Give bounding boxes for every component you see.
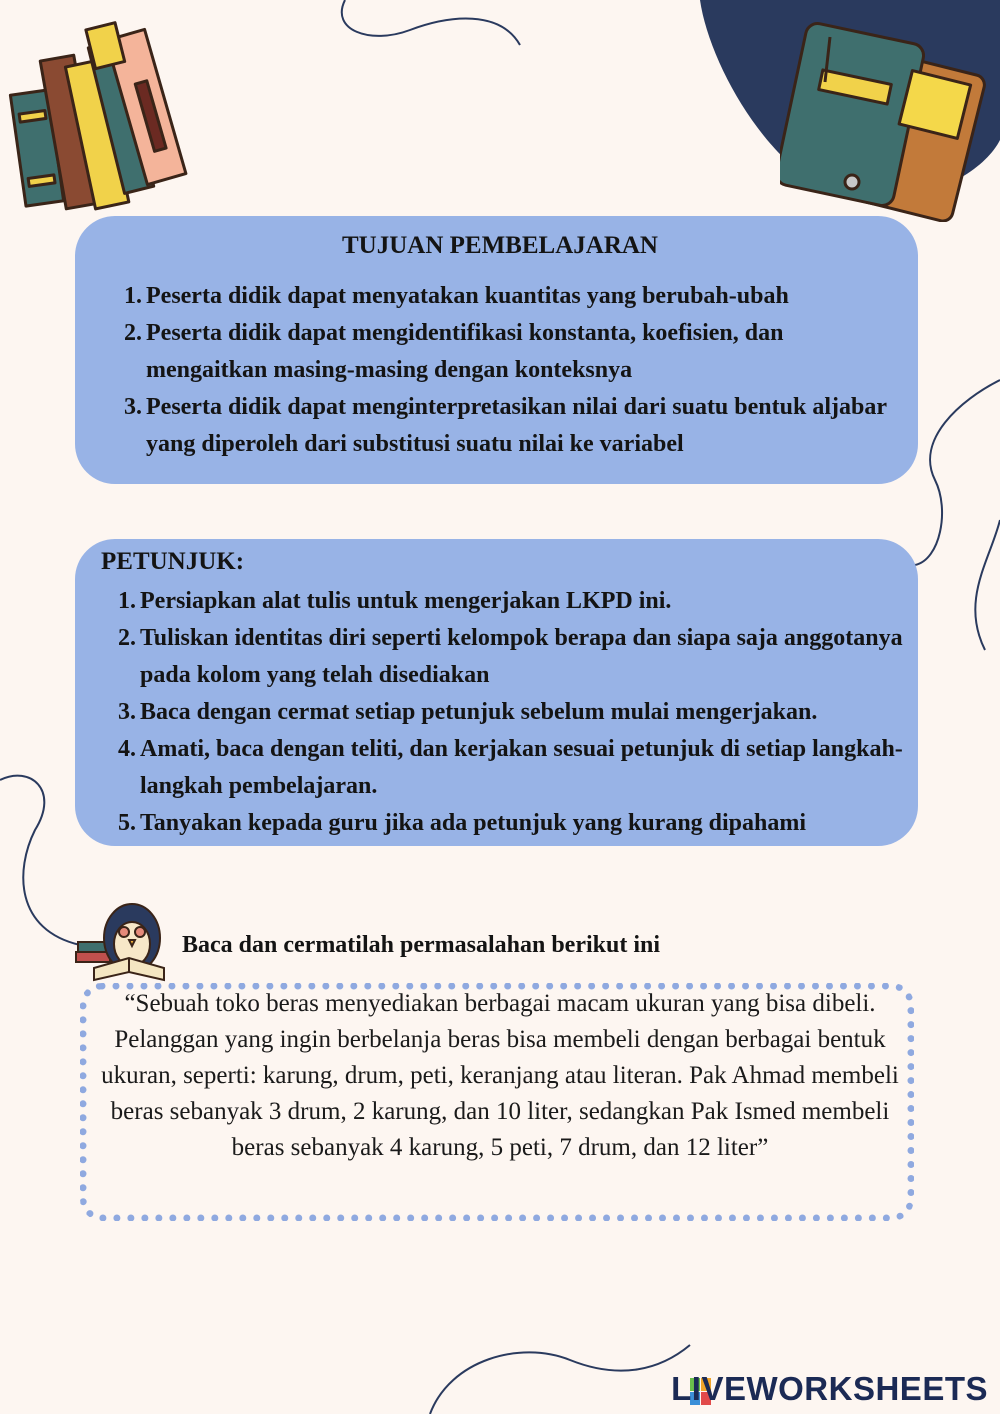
instruction-text: Persiapkan alat tulis untuk mengerjakan LKPD ini.: [140, 588, 672, 614]
goal-number: 2.: [124, 320, 142, 346]
instructions-list: [118, 583, 910, 842]
instruction-number: 1.: [118, 588, 136, 614]
squiggle-top: [342, 0, 520, 45]
goal-text: Peserta didik dapat menyatakan kuantitas yang berubah-ubah: [146, 283, 789, 309]
goal-number: 1.: [124, 283, 142, 309]
instruction-text: Baca dengan cermat setiap petunjuk sebelum mulai mengerjakan.: [140, 699, 818, 725]
squiggle-left: [0, 776, 80, 945]
instruction-item: [118, 805, 910, 842]
instruction-text: Amati, baca dengan teliti, dan kerjakan sesuai petunjuk di setiap langkah-langkah pembelajaran.: [140, 736, 903, 799]
problem-text: “Sebuah toko beras menyediakan berbagai macam ukuran yang bisa dibeli. Pelanggan yang ingin berbelanja beras bisa membeli dengan berbagai bentuk ukuran, seperti: karung, drum, peti, keranjang atau literan. Pak Ahmad membeli beras sebanyak 3 drum, 2 karung, dan 10 liter, sedangkan Pak Ismed membeli beras sebanyak 4 karung, 5 peti, 7 drum, dan 12 liter”: [101, 990, 899, 1161]
goals-list: [124, 278, 906, 463]
instruction-item: [118, 583, 910, 620]
goals-title: TUJUAN PEMBELAJARAN: [342, 232, 658, 259]
instruction-item: [118, 620, 910, 694]
instruction-number: 4.: [118, 736, 136, 762]
goal-number: 3.: [124, 394, 142, 420]
books-stack-icon: [8, 12, 208, 212]
squiggle-right-upper: [915, 380, 1000, 565]
goal-item: [124, 315, 906, 389]
squiggle-bottom: [430, 1345, 690, 1414]
goal-text: Peserta didik dapat mengidentifikasi konstanta, koefisien, dan mengaitkan masing-masing dengan konteksnya: [146, 320, 784, 383]
squiggle-right-lower: [975, 520, 1000, 650]
instruction-number: 3.: [118, 699, 136, 725]
instruction-text: Tanyakan kepada guru jika ada petunjuk yang kurang dipahami: [140, 810, 807, 836]
instruction-number: 2.: [118, 625, 136, 651]
instructions-title: PETUNJUK:: [101, 548, 245, 575]
liveworksheets-brand[interactable]: LIVEWORKSHEETS: [671, 1370, 988, 1407]
instruction-item: [118, 731, 910, 805]
goal-item: [124, 389, 906, 463]
wallet-notebook-icon: [780, 22, 990, 222]
instruction-item: [118, 694, 910, 731]
penguin-reading-icon: [74, 898, 179, 988]
instruction-text: Tuliskan identitas diri seperti kelompok berapa dan siapa saja anggotanya pada kolom yang telah disediakan: [140, 625, 903, 688]
goal-item: [124, 278, 906, 315]
goal-text: Peserta didik dapat menginterpretasikan nilai dari suatu bentuk aljabar yang diperoleh dari substitusi suatu nilai ke variabel: [146, 394, 887, 457]
instruction-number: 5.: [118, 810, 136, 836]
problem-heading: Baca dan cermatilah permasalahan berikut ini: [182, 932, 661, 958]
